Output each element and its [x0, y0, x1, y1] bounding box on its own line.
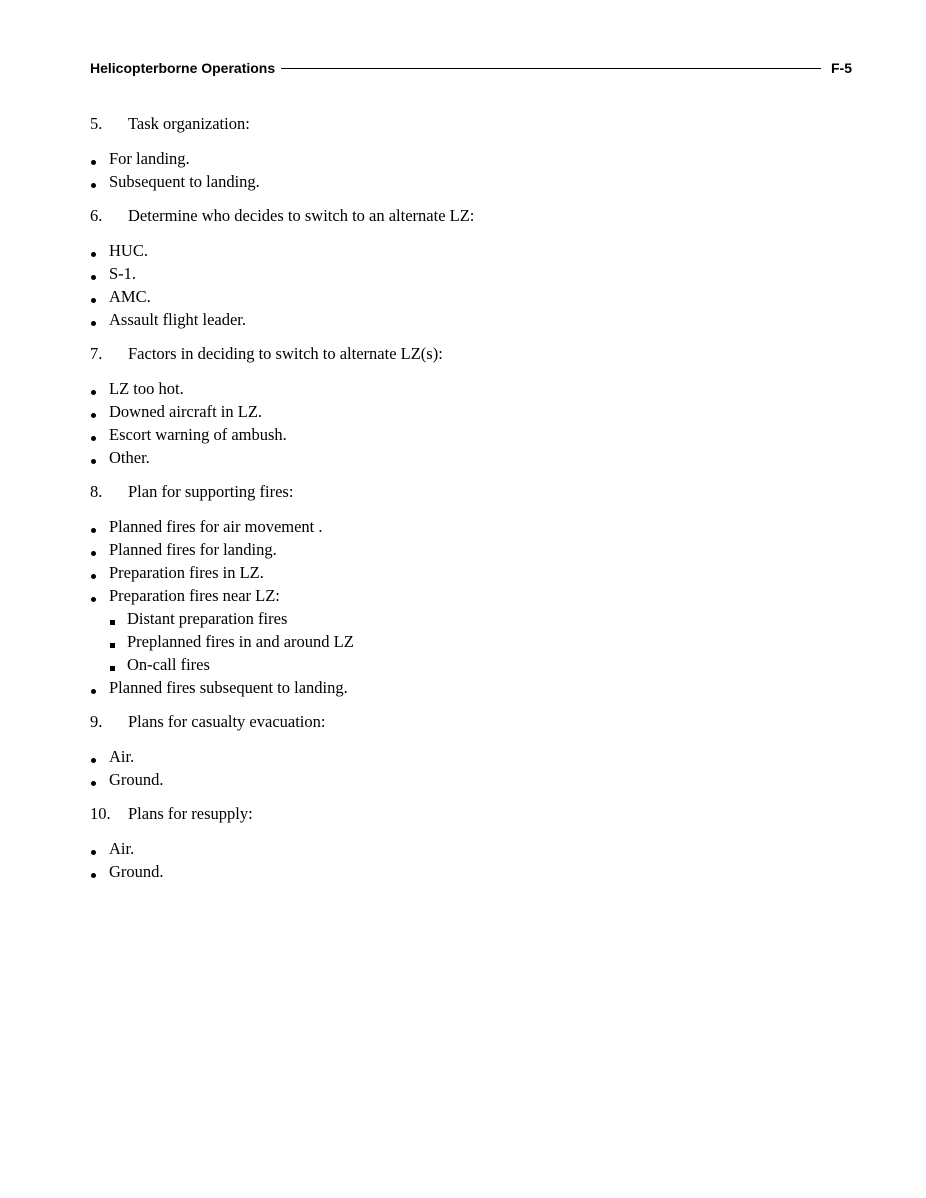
- section-9: [90, 710, 850, 791]
- section-8: [90, 480, 850, 699]
- bullet-icon: [90, 400, 109, 423]
- list-item: [90, 561, 850, 584]
- section-number: 5.: [90, 114, 103, 133]
- list-item-text: Ground.: [109, 862, 164, 881]
- bullet-icon: [90, 768, 109, 791]
- section-heading: [90, 204, 850, 228]
- list-item: [90, 308, 850, 331]
- bullet-icon: [90, 837, 109, 860]
- list-item-text: Preparation fires in LZ.: [109, 563, 264, 582]
- section-heading-text: Factors in deciding to switch to alternate LZ(s):: [128, 344, 443, 363]
- list-item-text: Preparation fires near LZ:: [109, 586, 280, 605]
- header-rule: [281, 68, 821, 69]
- list-item: [90, 676, 850, 699]
- list-item-text: HUC.: [109, 241, 148, 260]
- bullet-icon: [90, 446, 109, 469]
- document-body: [90, 112, 850, 894]
- sub-list-item: [90, 653, 850, 676]
- list-item-text: Assault flight leader.: [109, 310, 247, 329]
- list-item: [90, 515, 850, 538]
- section-6: [90, 204, 850, 331]
- list-item: [90, 423, 850, 446]
- list-item-text: LZ too hot.: [109, 379, 184, 398]
- list-item: [90, 239, 850, 262]
- list-item-text: Planned fires for landing.: [109, 540, 277, 559]
- list-item-text: Other.: [109, 448, 150, 467]
- section-number: 9.: [90, 712, 103, 731]
- list-item-text: Planned fires for air movement .: [109, 517, 323, 536]
- section-heading-text: Plan for supporting fires:: [128, 482, 294, 501]
- bullet-icon: [90, 745, 109, 768]
- list-item: [90, 860, 850, 883]
- list-item-text: AMC.: [109, 287, 151, 306]
- section-number: 7.: [90, 344, 103, 363]
- bullet-list: [90, 837, 850, 883]
- list-item: [90, 262, 850, 285]
- section-5: [90, 112, 850, 193]
- list-item: [90, 538, 850, 561]
- header-title: Helicopterborne Operations: [90, 60, 276, 76]
- bullet-list: [90, 239, 850, 331]
- bullet-list: [90, 515, 850, 699]
- list-item-text: Planned fires subsequent to landing.: [109, 678, 348, 697]
- page-number: F-5: [831, 60, 852, 76]
- list-item-text: Air.: [109, 747, 135, 766]
- list-item: [90, 745, 850, 768]
- bullet-icon: [90, 285, 109, 308]
- list-item-text: Downed aircraft in LZ.: [109, 402, 263, 421]
- running-header: [90, 58, 852, 78]
- section-heading: [90, 802, 850, 826]
- list-item-text: Distant preparation fires: [127, 609, 288, 628]
- bullet-icon: [90, 423, 109, 446]
- bullet-list: [90, 745, 850, 791]
- list-item-text: For landing.: [109, 149, 190, 168]
- section-heading-text: Determine who decides to switch to an alternate LZ:: [128, 206, 475, 225]
- section-heading: [90, 342, 850, 366]
- list-item: [90, 285, 850, 308]
- square-bullet-icon: [109, 653, 127, 676]
- bullet-icon: [90, 561, 109, 584]
- bullet-icon: [90, 262, 109, 285]
- sub-list-item: [90, 630, 850, 653]
- section-7: [90, 342, 850, 469]
- bullet-list: [90, 377, 850, 469]
- bullet-icon: [90, 860, 109, 883]
- bullet-icon: [90, 377, 109, 400]
- list-item-text: Ground.: [109, 770, 164, 789]
- list-item: [90, 446, 850, 469]
- list-item: [90, 768, 850, 791]
- list-item-text: Subsequent to landing.: [109, 172, 260, 191]
- section-heading: [90, 710, 850, 734]
- bullet-icon: [90, 515, 109, 538]
- section-heading: [90, 112, 850, 136]
- bullet-list: [90, 147, 850, 193]
- section-number: 6.: [90, 206, 103, 225]
- list-item: [90, 837, 850, 860]
- bullet-icon: [90, 170, 109, 193]
- section-heading-text: Plans for resupply:: [128, 804, 253, 823]
- list-item-text: Air.: [109, 839, 135, 858]
- bullet-icon: [90, 308, 109, 331]
- bullet-icon: [90, 676, 109, 699]
- square-bullet-icon: [109, 607, 127, 630]
- section-heading-text: Task organization:: [128, 114, 250, 133]
- list-item: [90, 584, 850, 607]
- section-number: 10.: [90, 804, 111, 823]
- sub-list-item: [90, 607, 850, 630]
- section-number: 8.: [90, 482, 103, 501]
- section-heading-text: Plans for casualty evacuation:: [128, 712, 326, 731]
- bullet-icon: [90, 538, 109, 561]
- list-item: [90, 147, 850, 170]
- section-heading: [90, 480, 850, 504]
- list-item-text: Preplanned fires in and around LZ: [127, 632, 354, 651]
- list-item: [90, 400, 850, 423]
- list-item-text: S-1.: [109, 264, 137, 283]
- list-item: [90, 170, 850, 193]
- bullet-icon: [90, 584, 109, 607]
- section-10: [90, 802, 850, 883]
- square-bullet-icon: [109, 630, 127, 653]
- list-item: [90, 377, 850, 400]
- list-item-text: On-call fires: [127, 655, 210, 674]
- list-item-text: Escort warning of ambush.: [109, 425, 287, 444]
- bullet-icon: [90, 239, 109, 262]
- bullet-icon: [90, 147, 109, 170]
